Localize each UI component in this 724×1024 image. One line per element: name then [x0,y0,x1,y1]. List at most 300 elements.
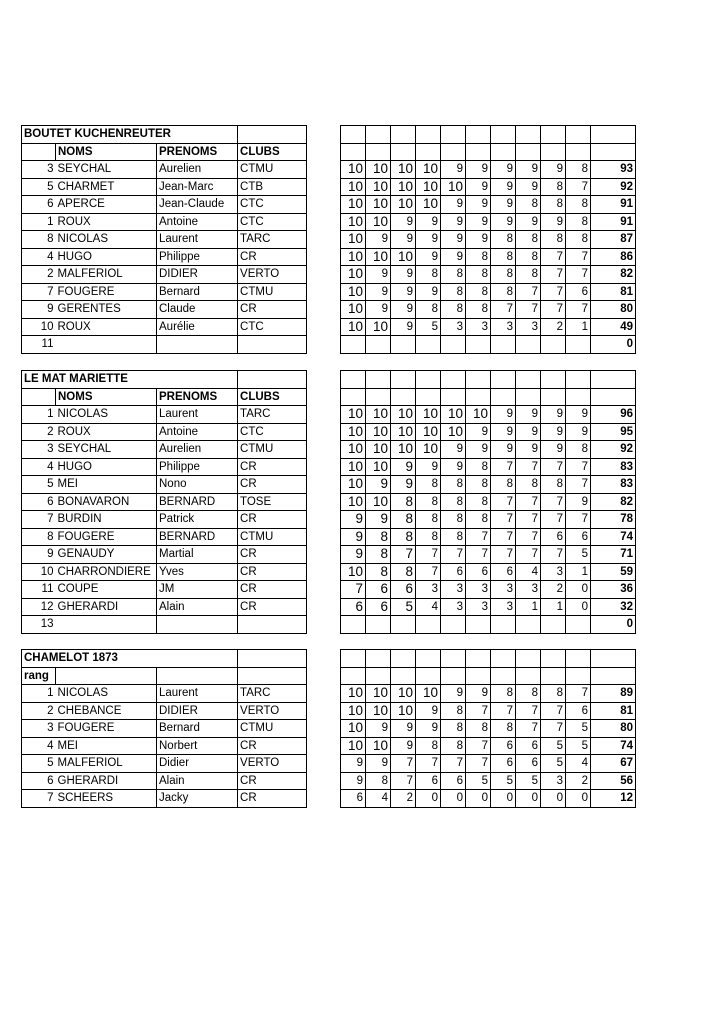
score-cell: 8 [491,685,516,703]
score-cell: 9 [441,458,466,476]
empty-cell [466,143,491,161]
table-row [22,546,636,564]
score-cell: 6 [441,772,466,790]
club-cell: CTC [238,318,307,336]
table-row [22,685,636,703]
empty-cell [416,126,441,144]
score-cell: 6 [441,563,466,581]
gap-cell [307,388,341,406]
score-cell: 10 [366,702,391,720]
score-cell: 9 [341,755,366,773]
prenom-cell: Aurélie [157,318,238,336]
gap-cell [307,511,341,529]
score-cell: 7 [516,301,541,319]
prenom-cell: Alain [157,772,238,790]
score-cell: 10 [341,213,366,231]
nom-cell: GENAUDY [56,546,157,564]
score-cell: 10 [416,178,441,196]
score-cell: 3 [466,581,491,599]
table-title-row [22,650,636,668]
score-cell: 8 [541,685,566,703]
score-cell: 0 [541,790,566,808]
empty-cell [366,650,391,668]
total-cell: 36 [591,581,636,599]
score-cell [341,336,366,354]
score-cell: 9 [566,493,591,511]
rank-cell: 4 [22,737,56,755]
score-cell: 9 [516,441,541,459]
nom-cell: NICOLAS [56,231,157,249]
nom-cell: MALFERIOL [56,266,157,284]
rank-cell: 9 [22,546,56,564]
score-cell: 10 [391,196,416,214]
score-cell: 8 [466,248,491,266]
nom-cell [56,336,157,354]
score-cell: 9 [441,441,466,459]
club-cell: CR [238,458,307,476]
score-cell: 5 [566,737,591,755]
score-cell: 9 [491,441,516,459]
score-cell: 8 [491,283,516,301]
club-cell: CTMU [238,283,307,301]
nom-cell: MEI [56,737,157,755]
empty-cell [491,126,516,144]
score-cell: 10 [341,458,366,476]
rank-cell: 13 [22,616,56,634]
score-cell: 4 [416,598,441,616]
score-cell [416,336,441,354]
score-cell: 10 [466,406,491,424]
score-cell: 9 [416,720,441,738]
score-cell: 6 [491,563,516,581]
results-table-chamelot [21,649,636,808]
table-row [22,248,636,266]
score-cell: 7 [391,546,416,564]
table-row [22,161,636,179]
gap-cell [307,720,341,738]
gap-cell [307,772,341,790]
score-cell: 9 [391,720,416,738]
score-cell: 10 [341,231,366,249]
score-cell: 10 [341,248,366,266]
nom-cell: MEI [56,476,157,494]
score-cell [491,616,516,634]
score-cell: 9 [391,458,416,476]
score-cell: 6 [466,563,491,581]
score-cell: 8 [416,266,441,284]
score-cell: 8 [441,493,466,511]
gap-cell [307,528,341,546]
rank-cell: 10 [22,318,56,336]
score-cell [416,616,441,634]
score-cell: 10 [416,161,441,179]
score-cell: 7 [516,511,541,529]
rank-cell: 5 [22,476,56,494]
score-cell: 10 [341,476,366,494]
gap-cell [307,441,341,459]
score-cell: 0 [416,790,441,808]
gap-cell [307,616,341,634]
empty-cell [366,667,391,685]
score-cell: 9 [341,546,366,564]
score-cell: 7 [466,755,491,773]
prenom-cell: Jean-Claude [157,196,238,214]
score-cell: 8 [541,231,566,249]
empty-cell [541,667,566,685]
table-row [22,458,636,476]
score-cell: 7 [416,755,441,773]
score-cell: 3 [541,772,566,790]
clubs-header [238,667,307,685]
score-cell: 9 [416,248,441,266]
club-cell: CR [238,772,307,790]
score-cell [441,616,466,634]
empty-cell [341,126,366,144]
nom-cell: BURDIN [56,511,157,529]
rank-cell: 8 [22,231,56,249]
nom-cell: SCHEERS [56,790,157,808]
total-cell: 83 [591,458,636,476]
table-row [22,406,636,424]
column-header-row [22,143,636,161]
empty-cell [466,388,491,406]
score-cell: 9 [541,423,566,441]
score-cell: 10 [341,737,366,755]
empty-cell [391,667,416,685]
total-cell: 80 [591,720,636,738]
score-cell: 8 [391,511,416,529]
score-cell: 9 [366,301,391,319]
score-cell: 10 [366,406,391,424]
score-cell: 6 [516,737,541,755]
empty-cell [391,143,416,161]
prenom-cell: JM [157,581,238,599]
club-cell: TARC [238,406,307,424]
rank-cell: 2 [22,266,56,284]
score-cell: 3 [441,581,466,599]
empty-cell [566,650,591,668]
gap-cell [307,371,341,389]
score-cell: 3 [466,598,491,616]
empty-cell [516,650,541,668]
score-cell: 7 [566,511,591,529]
score-cell: 9 [441,161,466,179]
club-cell: CR [238,301,307,319]
empty-cell [541,371,566,389]
score-cell: 1 [566,318,591,336]
score-cell: 8 [466,476,491,494]
prenom-cell: Laurent [157,685,238,703]
score-cell: 5 [466,772,491,790]
gap-cell [307,178,341,196]
score-cell: 7 [491,546,516,564]
score-cell: 9 [491,423,516,441]
empty-cell [516,126,541,144]
empty-cell [466,371,491,389]
empty-cell [341,667,366,685]
score-cell: 10 [391,161,416,179]
score-cell: 10 [416,441,441,459]
score-cell: 9 [541,161,566,179]
score-cell: 6 [341,790,366,808]
score-cell: 8 [416,511,441,529]
score-cell: 7 [341,581,366,599]
table-row [22,178,636,196]
score-cell: 8 [366,563,391,581]
score-cell: 7 [416,546,441,564]
score-cell: 9 [366,511,391,529]
prenom-cell [157,616,238,634]
score-cell: 9 [491,178,516,196]
score-cell: 7 [516,283,541,301]
total-cell: 92 [591,178,636,196]
score-cell: 9 [391,301,416,319]
score-cell: 7 [566,248,591,266]
score-cell: 7 [441,546,466,564]
score-cell: 10 [391,441,416,459]
prenom-cell: DIDIER [157,266,238,284]
score-cell: 9 [491,213,516,231]
prenom-cell: Aurelien [157,441,238,459]
gap-cell [307,650,341,668]
rank-cell: 6 [22,196,56,214]
total-cell: 0 [591,616,636,634]
rank-cell: 3 [22,161,56,179]
score-cell: 8 [566,441,591,459]
score-cell: 9 [566,423,591,441]
empty-cell [238,371,307,389]
table-row [22,772,636,790]
score-cell: 9 [466,213,491,231]
empty-cell [441,371,466,389]
empty-cell [491,650,516,668]
score-cell: 6 [566,528,591,546]
total-cell: 82 [591,493,636,511]
score-cell: 9 [441,213,466,231]
rank-cell: 1 [22,685,56,703]
table-row [22,441,636,459]
score-cell: 8 [541,476,566,494]
score-cell [566,616,591,634]
empty-cell [366,126,391,144]
score-cell: 3 [441,318,466,336]
gap-cell [307,458,341,476]
empty-cell [516,143,541,161]
score-cell: 8 [416,737,441,755]
gap-cell [307,406,341,424]
table-row [22,231,636,249]
score-cell: 10 [441,423,466,441]
rank-cell: 2 [22,423,56,441]
table-title: LE MAT MARIETTE [22,371,238,389]
prenom-cell: Laurent [157,406,238,424]
empty-cell [591,667,636,685]
clubs-header: CLUBS [238,388,307,406]
score-cell: 8 [366,772,391,790]
score-cell: 10 [391,702,416,720]
score-cell: 10 [366,248,391,266]
score-cell: 10 [341,196,366,214]
prenom-cell [157,336,238,354]
score-cell: 2 [541,318,566,336]
score-cell: 9 [366,231,391,249]
club-cell: VERTO [238,755,307,773]
score-cell: 10 [341,301,366,319]
score-cell: 10 [416,196,441,214]
rank-header [22,388,56,406]
score-cell: 1 [516,598,541,616]
gap-cell [307,283,341,301]
score-cell: 10 [341,423,366,441]
score-cell [366,616,391,634]
table-row [22,196,636,214]
score-cell: 7 [541,493,566,511]
prenoms-header: PRENOMS [157,143,238,161]
score-cell [366,336,391,354]
score-cell: 9 [441,196,466,214]
score-cell: 7 [491,493,516,511]
gap-cell [307,336,341,354]
score-cell: 6 [416,772,441,790]
gap-cell [307,248,341,266]
empty-cell [416,143,441,161]
empty-cell [391,388,416,406]
nom-cell: CHEBANCE [56,702,157,720]
nom-cell: SEYCHAL [56,441,157,459]
gap-cell [307,266,341,284]
score-cell: 10 [391,406,416,424]
score-cell: 9 [466,178,491,196]
gap-cell [307,161,341,179]
score-cell: 9 [491,161,516,179]
empty-cell [391,371,416,389]
empty-cell [591,143,636,161]
score-cell: 0 [566,598,591,616]
score-cell: 7 [541,720,566,738]
score-cell: 6 [491,755,516,773]
club-cell: CTB [238,178,307,196]
score-cell: 10 [366,737,391,755]
total-cell: 96 [591,406,636,424]
club-cell: CR [238,737,307,755]
score-cell: 7 [541,266,566,284]
club-cell: CR [238,511,307,529]
score-cell: 10 [341,685,366,703]
score-cell: 6 [566,702,591,720]
score-cell: 10 [341,406,366,424]
nom-cell: NICOLAS [56,685,157,703]
club-cell: VERTO [238,702,307,720]
nom-cell: BONAVARON [56,493,157,511]
score-cell: 9 [391,213,416,231]
score-cell [541,616,566,634]
score-cell: 9 [566,406,591,424]
score-cell: 10 [341,702,366,720]
club-cell: CR [238,546,307,564]
prenom-cell: Laurent [157,231,238,249]
score-cell: 8 [441,511,466,529]
score-cell: 8 [441,702,466,720]
empty-cell [541,126,566,144]
score-cell: 5 [416,318,441,336]
prenom-cell: Nono [157,476,238,494]
empty-cell [441,126,466,144]
empty-cell [491,371,516,389]
gap-cell [307,143,341,161]
club-cell: TARC [238,685,307,703]
score-cell: 9 [416,283,441,301]
club-cell: CTMU [238,441,307,459]
score-cell [566,336,591,354]
empty-cell [541,388,566,406]
empty-cell [566,143,591,161]
empty-cell [491,667,516,685]
prenom-cell: BERNARD [157,493,238,511]
total-cell: 93 [591,161,636,179]
score-cell: 6 [391,581,416,599]
table-row [22,581,636,599]
prenom-cell: Yves [157,563,238,581]
total-cell: 71 [591,546,636,564]
score-cell [466,616,491,634]
column-header-row [22,388,636,406]
score-cell: 10 [341,720,366,738]
prenoms-header [157,667,238,685]
score-cell: 7 [516,528,541,546]
score-cell: 2 [541,581,566,599]
total-cell: 91 [591,213,636,231]
score-cell: 9 [366,476,391,494]
results-table-lemat [21,370,636,634]
score-cell: 7 [566,685,591,703]
score-cell: 6 [516,755,541,773]
score-cell: 9 [466,196,491,214]
score-cell: 9 [416,458,441,476]
score-cell: 8 [466,493,491,511]
score-cell: 0 [441,790,466,808]
club-cell: CR [238,581,307,599]
rank-cell: 7 [22,790,56,808]
score-cell: 10 [341,318,366,336]
rank-cell: 5 [22,755,56,773]
gap-cell [307,702,341,720]
empty-cell [366,388,391,406]
noms-header [56,667,157,685]
score-cell: 3 [466,318,491,336]
club-cell: TARC [238,231,307,249]
score-cell: 9 [466,685,491,703]
score-cell: 7 [491,702,516,720]
gap-cell [307,667,341,685]
score-cell: 9 [541,213,566,231]
score-cell: 2 [391,790,416,808]
score-cell [516,616,541,634]
gap-cell [307,598,341,616]
empty-cell [466,650,491,668]
rank-cell: 5 [22,178,56,196]
rank-cell: 7 [22,283,56,301]
score-cell: 10 [366,423,391,441]
score-cell: 10 [366,458,391,476]
club-cell: CR [238,598,307,616]
table-row [22,318,636,336]
score-cell: 9 [416,231,441,249]
score-cell: 8 [516,266,541,284]
empty-cell [238,650,307,668]
total-cell: 74 [591,737,636,755]
total-cell: 81 [591,283,636,301]
empty-cell [341,650,366,668]
